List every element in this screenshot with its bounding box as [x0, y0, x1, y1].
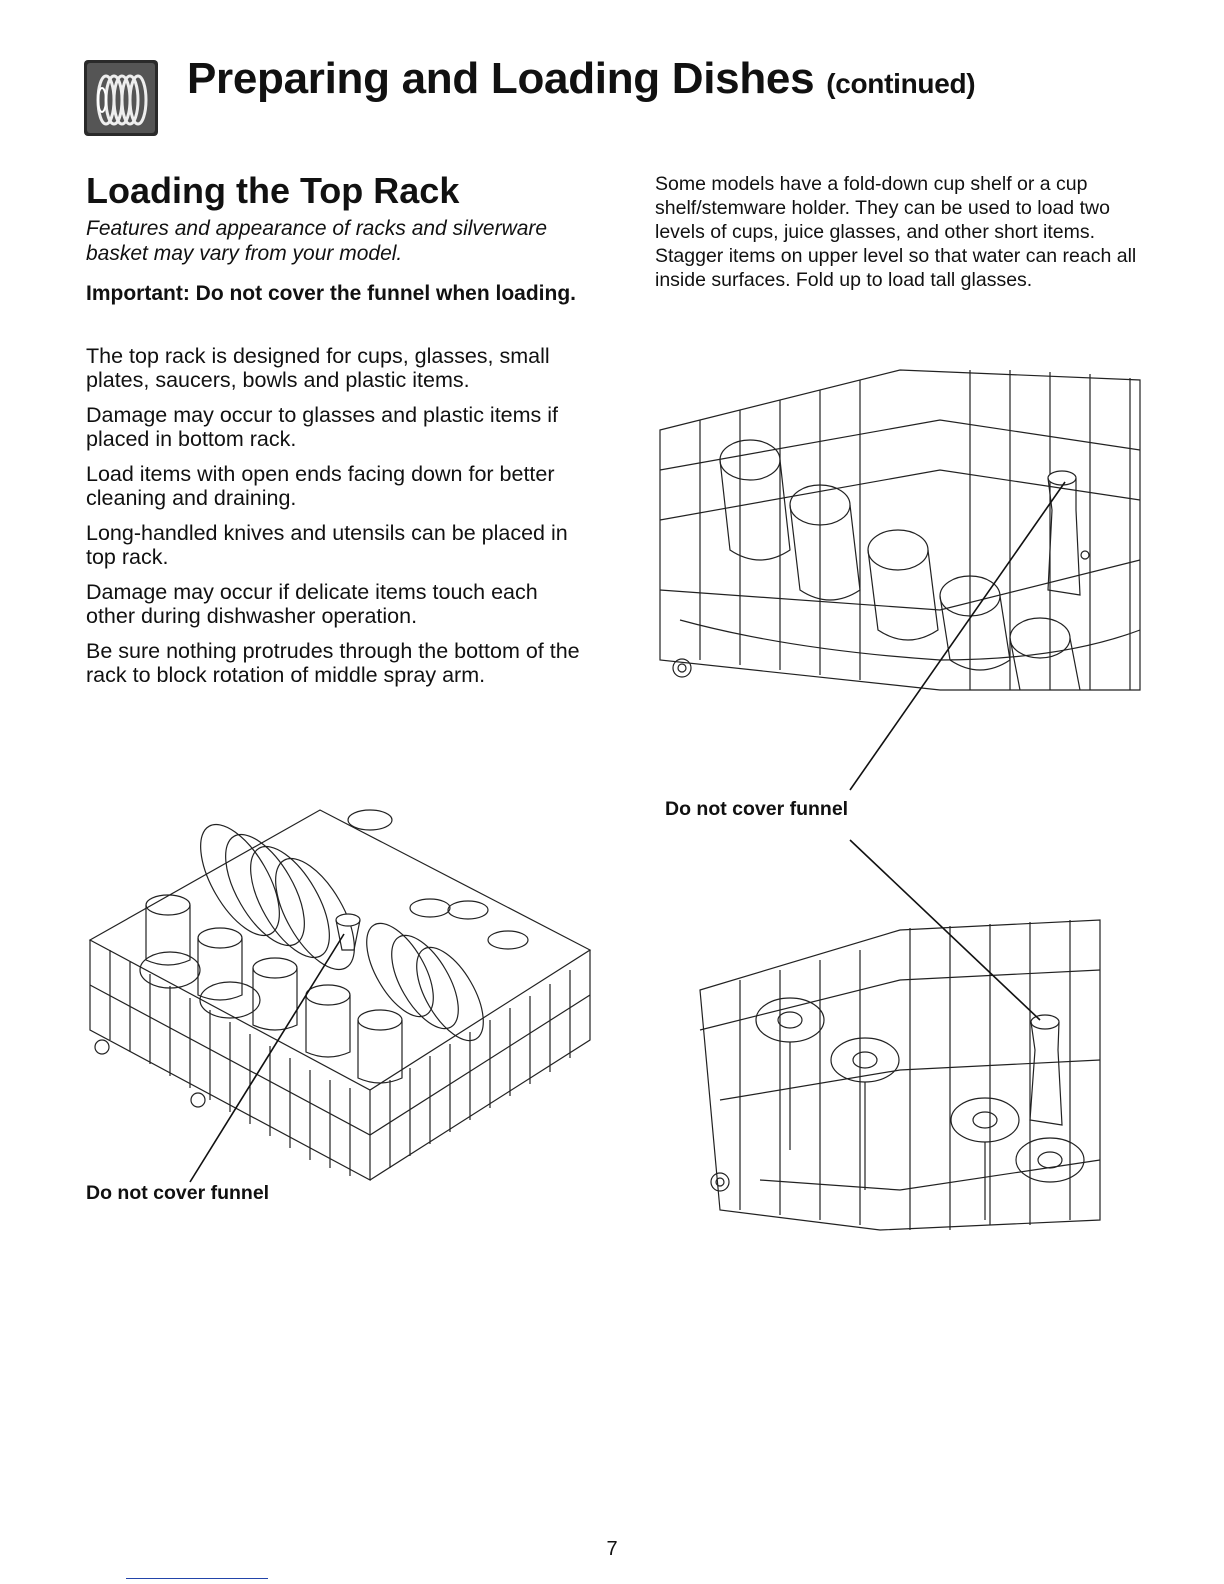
paragraph: Damage may occur to glasses and plastic items if placed in bottom rack.	[86, 403, 559, 451]
important-notice: Important: Do not cover the funnel when loading.	[86, 282, 576, 305]
footer-rule	[126, 1578, 268, 1579]
loaded-top-rack-illustration	[70, 790, 600, 1210]
funnel-leader-line	[850, 482, 1065, 790]
page-title	[187, 54, 975, 104]
page-title-suffix: (continued)	[826, 68, 976, 99]
page-title-text: Preparing and Loading Dishes	[187, 54, 815, 103]
paragraph: Be sure nothing protrudes through the bottom of the rack to block rotation of middle spray arm.	[86, 639, 580, 687]
funnel-leader-line	[190, 934, 344, 1182]
stemware-holder-illustration	[640, 820, 1140, 1230]
body-paragraphs	[86, 344, 586, 698]
paragraph: Damage may occur if delicate items touch each other during dishwasher operation.	[86, 580, 538, 628]
paragraph: The top rack is designed for cups, glasses, small plates, saucers, bowls and plastic items.	[86, 344, 550, 392]
funnel-caption-right: Do not cover funnel	[665, 798, 849, 820]
paragraph: Load items with open ends facing down for better cleaning and draining.	[86, 462, 555, 510]
section-heading: Loading the Top Rack	[86, 170, 460, 211]
cup-shelf-illustration	[640, 360, 1160, 820]
stacked-plates-icon	[84, 60, 158, 136]
funnel-leader-line	[850, 840, 1040, 1020]
paragraph: Long-handled knives and utensils can be placed in top rack.	[86, 521, 568, 569]
page-number: 7	[606, 1538, 618, 1560]
cup-shelf-paragraph: Some models have a fold-down cup shelf or a cup shelf/stemware holder. They can be used to load two levels of cups, juice glasses, and other short items. Stagger items on upper level so that water can reach all inside surfaces. Fold up to load tall glasses.	[655, 173, 1137, 291]
model-variation-note: Features and appearance of racks and silverware basket may vary from your model.	[86, 217, 548, 265]
funnel-caption-left: Do not cover funnel	[86, 1182, 270, 1204]
